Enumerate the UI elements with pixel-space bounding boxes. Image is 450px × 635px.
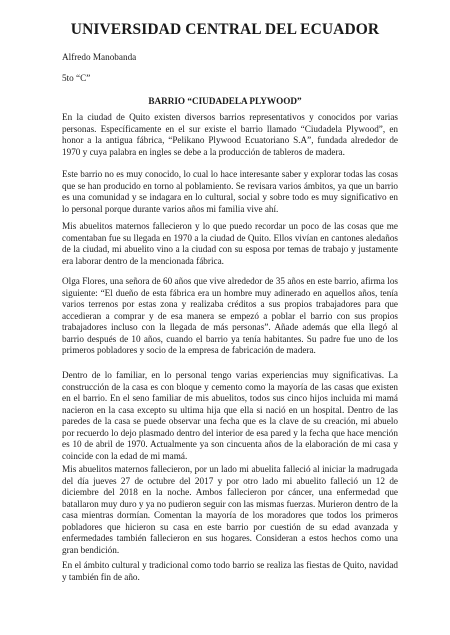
paragraph-1: En la ciudad de Quito existen diversos barrios representativos y conocidos por varias personas. Específicamente en el sur existe el barrio llamado “Ciudadela Plywood”, en honor a la antigua fábrica, “Pelikano Plywood Ecuatoriano S.A”, fundada alrededor de 1970 y cuya palabra en ingles se debe a la producción de tableros de madera. <box>62 112 398 157</box>
paragraph-3: Mis abuelitos maternos fallecieron y lo que puedo recordar un poco de las cosas que me comentaban fue su llegada en 1970 a la ciudad de Quito. Ellos vivían en cantones aledaños de la ciudad, mi abuelito vino a la ciudad con su esposa por temas de trabajo y justamente era laborar dentro de la mencionada fábrica. <box>62 221 398 266</box>
grade-label: 5to “C” <box>62 73 91 83</box>
paragraph-7: En el ámbito cultural y tradicional como todo barrio se realiza las fiestas de Quito, navidad y también fin de año. <box>62 560 398 582</box>
paragraph-2: Este barrio no es muy conocido, lo cual lo hace interesante saber y explorar todas las cosas que se han producido en torno al poblamiento. Se revisara varios ámbitos, ya que un barrio es una comunidad y se indagara en lo cultural, social y sobre todo es muy significativo en lo personal porque durante varios años mi familia vive ahí. <box>62 169 398 214</box>
author-name: Alfredo Manobanda <box>62 52 137 62</box>
paragraph-4: Olga Flores, una señora de 60 años que vive alrededor de 35 años en este barrio, afirma los siguiente: “El dueño de esta fábrica era un hombre muy adinerado en aquellos años, tenía varios terrenos por estas zona y realizaba créditos a sus propios trabajadores para que accedieran a comprar y de esa manera se empezó a poblar el barrio con sus propios trabajadores incluso con la llegada de más personas”. Añade además que ella llegó al barrio después de 10 años, cuando el barrio ya tenía habitantes. Su padre fue uno de los primeros pobladores y socio de la empresa de fabricación de madera. <box>62 276 398 356</box>
document-title: UNIVERSIDAD CENTRAL DEL ECUADOR <box>70 21 380 38</box>
section-heading: BARRIO “CIUDADELA PLYWOOD” <box>148 96 302 106</box>
paragraph-5: Dentro de lo familiar, en lo personal tengo varias experiencias muy significativas. La construcción de la casa es con bloque y cemento como la mayoría de las casas que existen en el barrio. En el seno familiar de mis abuelitos, todos sus cinco hijos incluida mi mamá nacieron en la casa excepto su ultima hija que ella si nació en un hospital. Dentro de las paredes de la casa se puede observar una fecha que es la clave de su creación, mi abuelo por recuerdo lo dejo plasmado dentro del interior de esa pared y la fecha que hace mención es 10 de abril de 1970. Actualmente ya son cincuenta años de la elaboración de mi casa y coincide con la edad de mi mamá. <box>62 370 398 461</box>
paragraph-6: Mis abuelitos maternos fallecieron, por un lado mi abuelita falleció al iniciar la madrugada del día jueves 27 de octubre del 2017 y por otro lado mi abuelito falleció un 12 de diciembre del 2018 en la noche. Ambos fallecieron por cáncer, una enfermedad que batallaron muy duro y ya no pudieron seguir con las mismas fuerzas. Murieron dentro de la casa mientras dormían. Comentan la mayoría de los moradores que todos los primeros pobladores que hicieron su casa en este barrio por cuestión de su edad avanzada y enfermedades también fallecieron en sus hogares. Consideran a estos hechos como una gran bendición. <box>62 464 398 555</box>
